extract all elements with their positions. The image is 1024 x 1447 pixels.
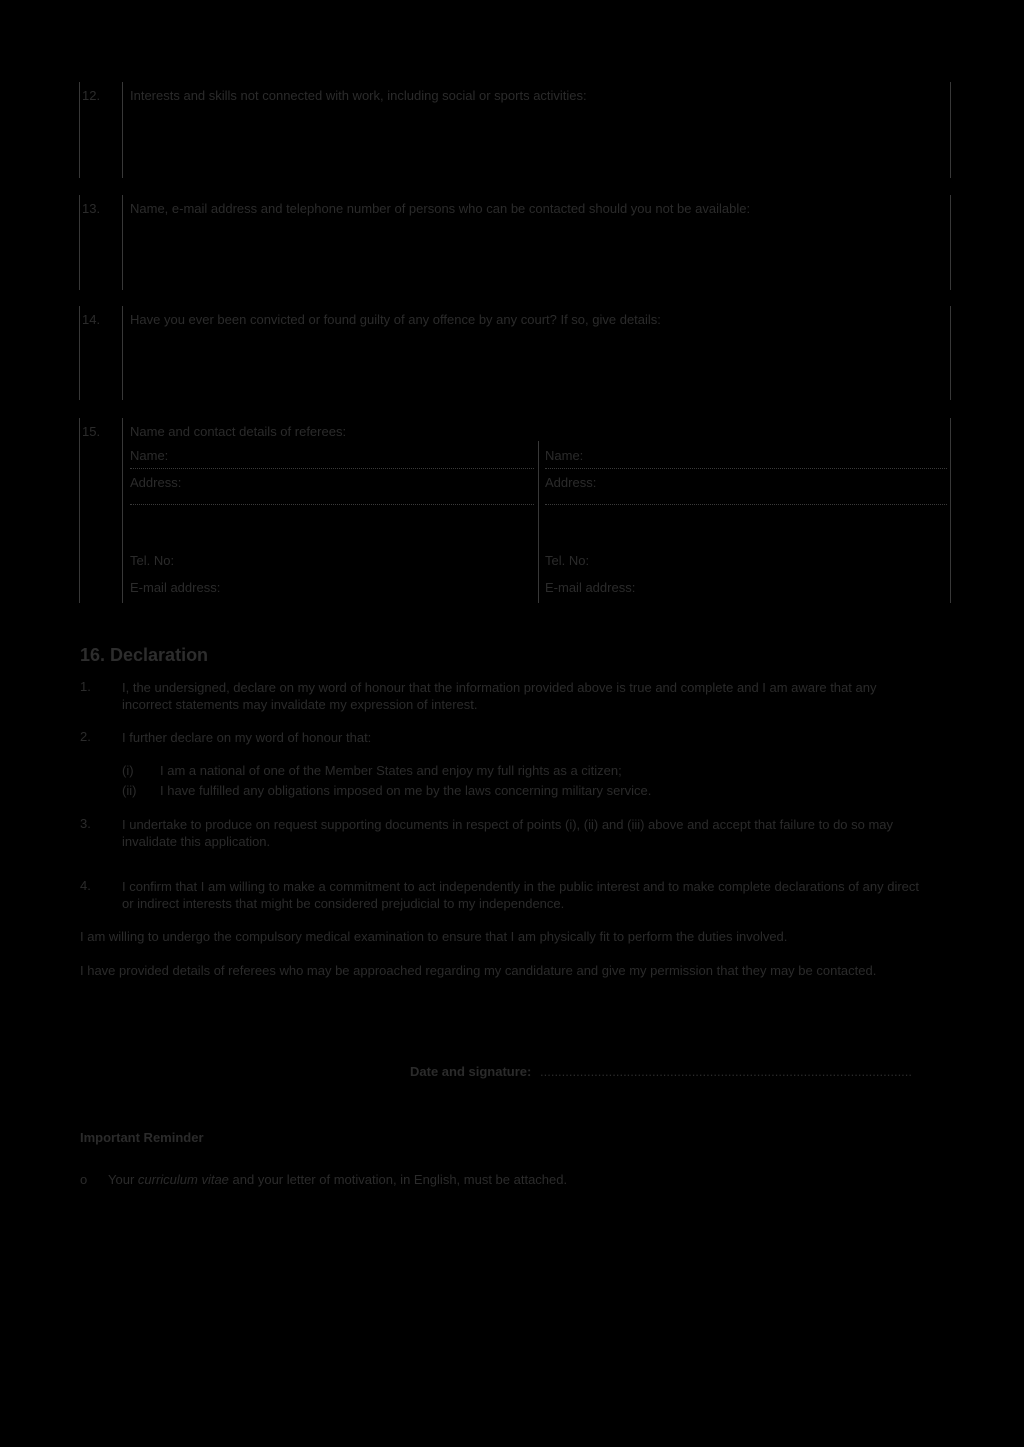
q13-left-border [79, 195, 80, 290]
referee2-address-line[interactable] [545, 504, 947, 505]
q14-number: 14. [82, 312, 101, 327]
declaration-item-2-text: I further declare on my word of honour that: [122, 730, 372, 745]
declaration-subitem-ii-number: (ii) [122, 783, 137, 798]
q15-number: 15. [82, 424, 101, 439]
q12-left-border [79, 82, 80, 178]
q14-left-border [79, 306, 80, 400]
medical-statement: I am willing to undergo the compulsory medical examination to ensure that I am physically fit to perform the duties involved. [80, 929, 788, 944]
q12-text: Interests and skills not connected with work, including social or sports activities: [130, 88, 587, 103]
declaration-subitem-i-number: (i) [122, 763, 134, 778]
declaration-item-3-number: 3. [80, 816, 91, 831]
q13-right-border [950, 195, 951, 290]
referees-consent-statement: I have provided details of referees who may be approached regarding my candidature and give my permission that they may be contacted. [80, 963, 877, 978]
reminder-bullet: o [80, 1172, 88, 1187]
referee1-email-label: E-mail address: [130, 580, 221, 595]
reminder-text [108, 1172, 567, 1187]
reminder-text-after: and your letter of motivation, in English, must be attached. [228, 1172, 568, 1187]
referee2-address-label: Address: [545, 475, 597, 490]
reminder-text-before: Your [108, 1172, 138, 1187]
q15-left-border [79, 418, 80, 603]
signature-line[interactable]: ....................................................................................................... [540, 1064, 913, 1079]
q14-text: Have you ever been convicted or found guilty of any offence by any court? If so, give details: [130, 312, 661, 327]
referee1-address-line[interactable] [130, 504, 534, 505]
referee1-name-label: Name: [130, 448, 169, 463]
q12-right-border [950, 82, 951, 178]
referee2-name-label: Name: [545, 448, 584, 463]
q13-number: 13. [82, 201, 101, 216]
q13-text: Name, e-mail address and telephone number of persons who can be contacted should you not be available: [130, 201, 751, 216]
declaration-subitem-ii-text: I have fulfilled any obligations imposed on me by the laws concerning military service. [160, 783, 652, 798]
referee1-address-label: Address: [130, 475, 182, 490]
q13-answer-area[interactable] [123, 221, 949, 288]
referee2-tel-label: Tel. No: [545, 553, 590, 568]
declaration-item-3-text: I undertake to produce on request supporting documents in respect of points (i), (ii) and (iii) above and accept that failure to do so may invalidate this application. [122, 817, 894, 849]
q14-right-border [950, 306, 951, 400]
referee1-tel-label: Tel. No: [130, 553, 175, 568]
referee1-name-line[interactable] [130, 468, 534, 469]
reminder-title: Important Reminder [80, 1130, 204, 1145]
declaration-item-4-number: 4. [80, 878, 91, 893]
referee2-name-line[interactable] [545, 468, 947, 469]
q12-number: 12. [82, 88, 101, 103]
q15-right-border [950, 418, 951, 603]
q12-answer-area[interactable] [123, 108, 949, 176]
q15-text: Name and contact details of referees: [130, 424, 347, 439]
signature-label: Date and signature: [410, 1064, 532, 1079]
declaration-item-4-text: I confirm that I am willing to make a commitment to act independently in the public interest and to make complete declarations of any direct or indirect interests that might be considered prejudicial to my independence. [122, 879, 920, 911]
declaration-item-2-number: 2. [80, 729, 91, 744]
declaration-heading: 16. Declaration [80, 645, 209, 665]
reminder-text-italic: curriculum vitae [137, 1172, 229, 1187]
declaration-item-1-text: I, the undersigned, declare on my word of honour that the information provided above is true and complete and I am aware that any incorrect statements may invalidate my expression of interest. [122, 680, 877, 712]
referee2-email-label: E-mail address: [545, 580, 636, 595]
referee-column-divider [538, 441, 539, 603]
q14-answer-area[interactable] [123, 332, 949, 398]
declaration-subitem-i-text: I am a national of one of the Member States and enjoy my full rights as a citizen; [160, 763, 622, 778]
declaration-item-1-number: 1. [80, 679, 91, 694]
q15-divider [122, 418, 123, 603]
